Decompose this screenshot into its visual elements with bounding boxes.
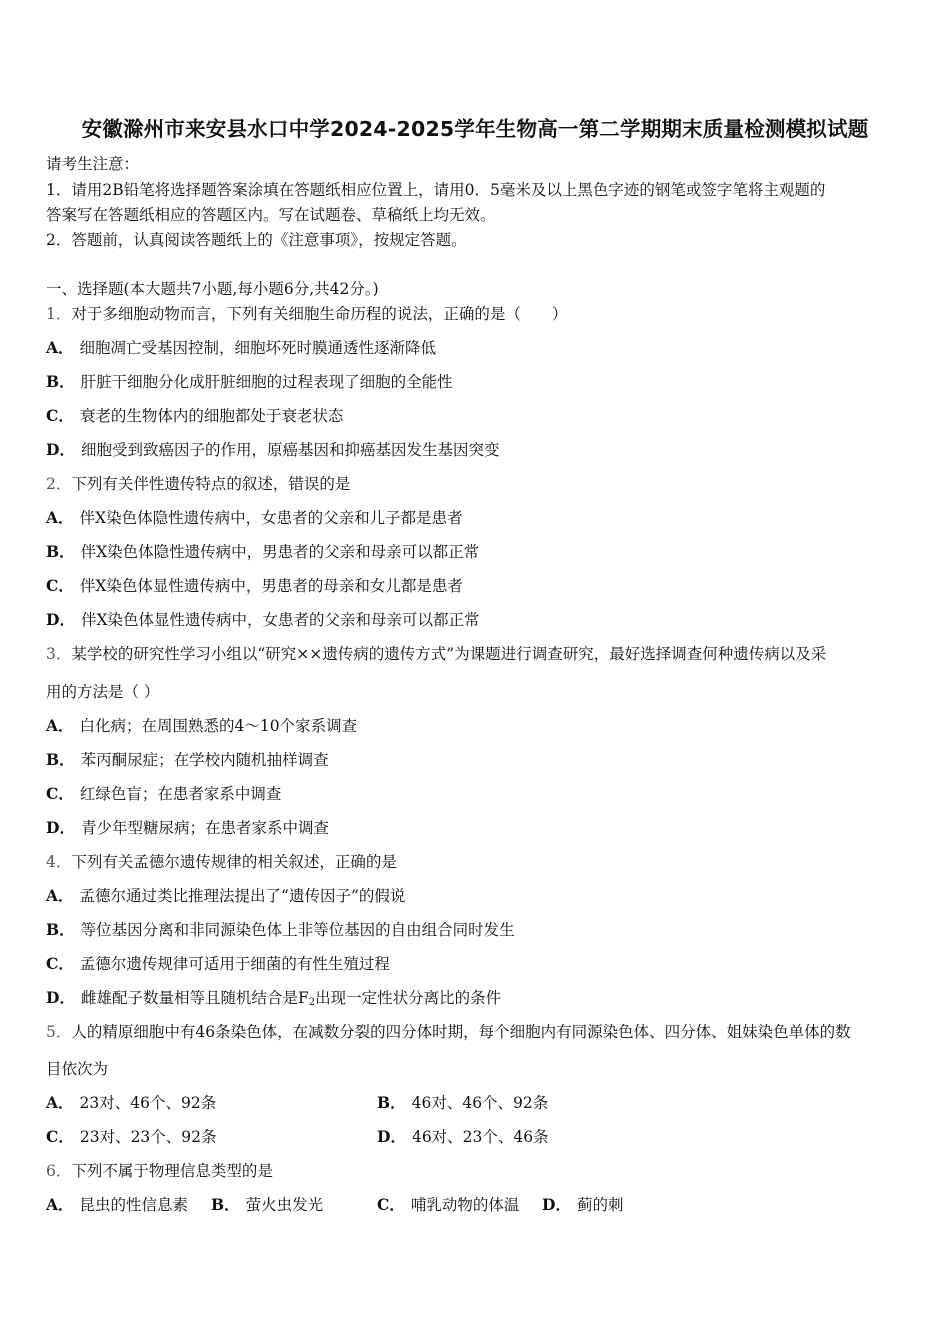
- option-text: 苯丙酮尿症；在学校内随机抽样调查: [80, 751, 329, 769]
- question-number: 6．: [46, 1162, 72, 1180]
- option-label: C．: [46, 954, 74, 973]
- question-stem: 对于多细胞动物而言，下列有关细胞生命历程的说法，正确的是（ ）: [71, 305, 568, 323]
- q1-option-d: [46, 438, 499, 460]
- option-label: D．: [46, 610, 75, 629]
- option-text: 红绿色盲；在患者家系中调查: [79, 785, 282, 803]
- option-label: B．: [46, 372, 75, 391]
- option-text: 白化病；在周围熟悉的4～10个家系调查: [79, 717, 358, 735]
- option-text: 23对、23个、92条: [79, 1128, 217, 1146]
- option-label: D．: [46, 818, 75, 837]
- option-label: A．: [46, 338, 74, 357]
- option-text: 衰老的生物体内的细胞都处于衰老状态: [79, 407, 344, 425]
- question-5-continued: 目依次为: [46, 1060, 109, 1078]
- option-label: C．: [46, 576, 74, 595]
- q5-option-a: [46, 1091, 216, 1113]
- option-label: C．: [46, 1127, 74, 1146]
- question-2: [46, 472, 350, 494]
- q1-option-b: [46, 370, 453, 392]
- option-label: A．: [46, 886, 74, 905]
- option-text: 伴X染色体显性遗传病中，男患者的母亲和女儿都是患者: [79, 577, 463, 595]
- option-label: B．: [46, 542, 75, 561]
- q1-option-a: [46, 336, 436, 358]
- option-label: D．: [542, 1195, 571, 1214]
- q6-option-b: [211, 1193, 323, 1215]
- q2-option-c: [46, 574, 463, 596]
- question-4: [46, 850, 397, 872]
- q3-option-b: [46, 748, 329, 770]
- q6-option-c: [377, 1193, 519, 1215]
- question-stem: 下列有关伴性遗传特点的叙述，错误的是: [71, 475, 351, 493]
- option-label: C．: [46, 784, 74, 803]
- question-stem: 下列有关孟德尔遗传规律的相关叙述，正确的是: [71, 853, 397, 871]
- option-text: 细胞受到致癌因子的作用，原癌基因和抑癌基因发生基因突变: [80, 441, 500, 459]
- option-label: D．: [377, 1127, 406, 1146]
- option-text: 肝脏干细胞分化成肝脏细胞的过程表现了细胞的全能性: [80, 373, 453, 391]
- option-text: 孟德尔通过类比推理法提出了“遗传因子”的假说: [79, 887, 406, 905]
- q4-option-b: [46, 918, 515, 940]
- question-number: 5．: [46, 1023, 72, 1041]
- question-stem: 下列不属于物理信息类型的是: [71, 1162, 273, 1180]
- question-stem: 某学校的研究性学习小组以“研究××遗传病的遗传方式”为课题进行调查研究，最好选择调查何种遗传病以及采: [71, 645, 827, 663]
- q2-option-d: [46, 608, 480, 630]
- question-number: 4．: [46, 853, 72, 871]
- question-stem: 人的精原细胞中有46条染色体，在减数分裂的四分体时期，每个细胞内有同源染色体、四分体、姐妹染色单体的数: [71, 1023, 851, 1041]
- option-text: 46对、46个、92条: [411, 1094, 549, 1112]
- option-label: B．: [46, 920, 75, 939]
- option-text: [81, 989, 501, 1007]
- q3-option-d: [46, 816, 329, 838]
- q5-option-b: [377, 1091, 548, 1113]
- question-number: 3．: [46, 645, 72, 663]
- option-label: A．: [46, 1195, 74, 1214]
- q5-option-d: [377, 1125, 549, 1147]
- question-number: 2．: [46, 475, 72, 493]
- question-1: [46, 302, 567, 324]
- option-text: 孟德尔遗传规律可适用于细菌的有性生殖过程: [79, 955, 390, 973]
- question-number: 1．: [46, 305, 72, 323]
- option-text: 23对、46个、92条: [79, 1094, 217, 1112]
- q6-option-a: [46, 1193, 188, 1215]
- option-text: 蓟的刺: [576, 1196, 624, 1214]
- q6-option-d: [542, 1193, 623, 1215]
- question-3-continued: 用的方法是（ ）: [46, 683, 160, 701]
- option-text: 伴X染色体隐性遗传病中，女患者的父亲和儿子都是患者: [79, 509, 463, 527]
- option-label: A．: [46, 508, 74, 527]
- option-label: B．: [211, 1195, 240, 1214]
- option-text: 伴X染色体隐性遗传病中，男患者的父亲和母亲可以都正常: [80, 543, 480, 561]
- option-label: B．: [46, 750, 75, 769]
- question-5: [46, 1020, 851, 1042]
- option-text-part: 出现一定性状分离比的条件: [315, 989, 502, 1007]
- q3-option-a: [46, 714, 357, 736]
- q3-option-c: [46, 782, 281, 804]
- q4-option-c: [46, 952, 390, 974]
- option-text: 青少年型糖尿病；在患者家系中调查: [80, 819, 329, 837]
- subscript: 2: [308, 997, 316, 1008]
- notice-heading: 请考生注意：: [46, 155, 140, 173]
- option-text: 萤火虫发光: [245, 1196, 324, 1214]
- option-label: A．: [46, 1093, 74, 1112]
- option-label: D．: [46, 988, 75, 1007]
- option-text: 昆虫的性信息素: [79, 1196, 189, 1214]
- question-3: [46, 642, 826, 664]
- q2-option-b: [46, 540, 479, 562]
- option-label: C．: [377, 1195, 405, 1214]
- q1-option-c: [46, 404, 343, 426]
- option-text: 46对、23个、46条: [411, 1128, 549, 1146]
- notice-item-1-line-1: 1．请用2B铅笔将选择题答案涂填在答题纸相应位置上，请用0．5毫米及以上黑色字迹的钢笔或签字笔将主观题的: [46, 181, 826, 199]
- option-label: D．: [46, 440, 75, 459]
- page-title: 安徽滁州市来安县水口中学2024-2025学年生物高一第二学期期末质量检测模拟试题: [81, 117, 869, 141]
- q4-option-a: [46, 884, 405, 906]
- section-heading: 一、选择题(本大题共7小题,每小题6分,共42分。): [46, 280, 379, 298]
- question-6: [46, 1159, 273, 1181]
- option-label: A．: [46, 716, 74, 735]
- q2-option-a: [46, 506, 463, 528]
- option-text: 伴X染色体显性遗传病中，女患者的父亲和母亲可以都正常: [80, 611, 480, 629]
- q5-option-c: [46, 1125, 217, 1147]
- option-label: B．: [377, 1093, 406, 1112]
- option-text: 哺乳动物的体温: [410, 1196, 520, 1214]
- notice-item-1-line-2: 答案写在答题纸相应的答题区内。写在试题卷、草稿纸上均无效。: [46, 206, 496, 224]
- option-text-part: 雌雄配子数量相等且随机结合是F: [80, 989, 309, 1007]
- option-text: 等位基因分离和非同源染色体上非等位基因的自由组合同时发生: [80, 921, 515, 939]
- option-label: C．: [46, 406, 74, 425]
- option-text: 细胞凋亡受基因控制，细胞坏死时膜通透性逐渐降低: [79, 339, 437, 357]
- notice-item-2: 2．答题前，认真阅读答题纸上的《注意事项》，按规定答题。: [46, 231, 467, 249]
- q4-option-d: [46, 986, 501, 1008]
